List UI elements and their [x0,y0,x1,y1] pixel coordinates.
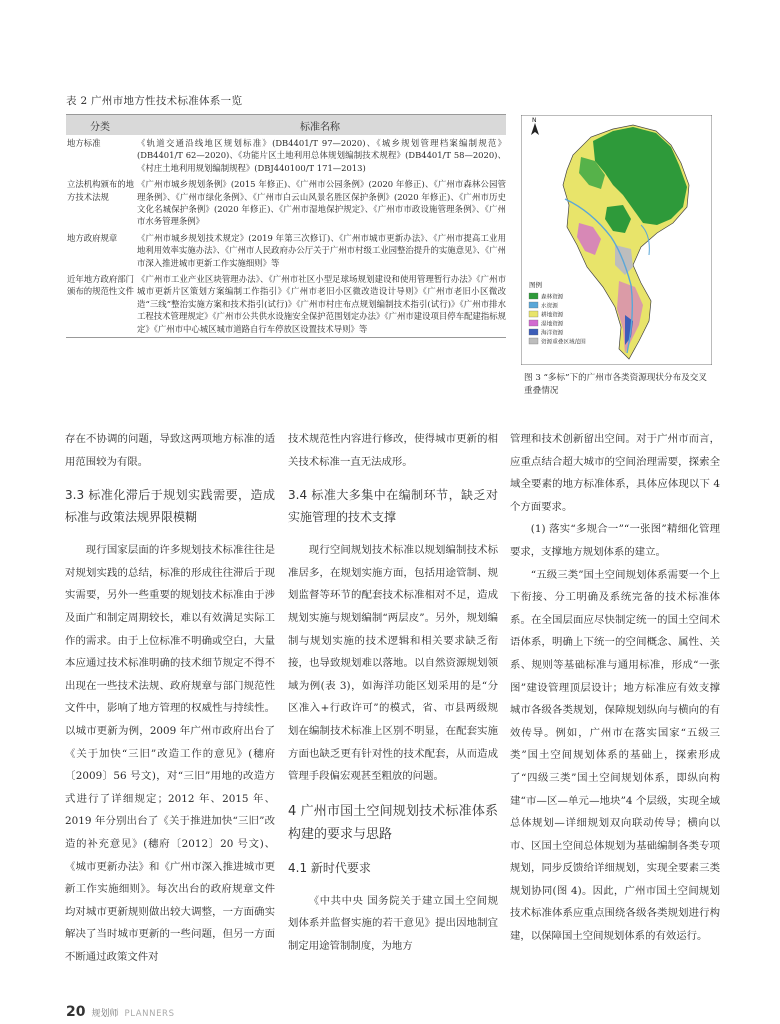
figure-caption: 图 3 “多标”下的广州市各类资源现状分布及交叉重叠情况 [524,373,707,396]
section-heading-3-3: 3.3 标准化滞后于规划实践需要，造成标准与政策法规界限模糊 [65,488,275,525]
journal-name: 规划师 [91,1009,119,1019]
legend-swatch [529,338,538,344]
paragraph: “五级三类”国土空间规划体系需要一个上下衔接、分工明确及系统完备的技术标准体系。在全国层面应尽快制定统一的国土空间术语体系，明确上下统一的空间概念、属性、关系、规则等基础标准与通用标准，形成“一张图”建设管理顶层设计；地方标准应有效支撑城市各级各类规划，保障规划纵向与横向的有效传导。例如，广州市在落实国家“五级三类”国土空间规划体系的基础上，探索形成了“四级三类”国土空间规划体系，即纵向构建“市—区—单元—地块”4 个层级，实现全域总体规划—详细规划双向联动传导；横向以市、区国土空间总体规划为基础编制各类专项规划，同步反馈给详细规划，实现全要素三类规划协同(图 4)。因此，广州市国土空间规划技术标准体系应重点围绕各级各类规划进行构建，以保障国土空间规划体系的有效运行。 [510,568,720,943]
journal-name-en: PLANNERS [124,1009,175,1019]
legend-label: 森林资源 [541,294,564,301]
table-row [66,176,506,230]
header-category: 分类 [90,121,110,133]
row-category: 立法机构颁布的地方技术法规 [67,179,134,202]
header-standard-name: 标准名称 [300,121,340,133]
paragraph: 技术规范性内容进行修改，使得城市更新的相关技术标准一直无法成形。 [288,433,498,468]
row-category: 地方标准 [67,138,101,148]
standards-table [66,114,506,338]
paragraph: 存在不协调的问题，导致这两项地方标准的适用范围较为有限。 [65,433,275,468]
page-footer [66,1004,175,1020]
text-column-2 [288,428,498,958]
row-content: 《广州市工业产业区块管理办法》、《广州市社区小型足球场规划建设和使用管理暂行办法》《广州市城市更新片区策划方案编制工作指引》《广州市老旧小区微改造设计导则》《广州市老旧小区微改造“三线”整治实施方案和技术指引(试行)》《广州市村庄布点规划编制技术指引(试行)》《广州市排水工程技术管理规定》《广州市公共供水设施安全保护范围划定办法》《广州市建设项目停车配建指标规定》《广州市中心城区城市道路自行车停放区设置技术导则》等 [137,274,506,334]
legend-label: 资源重叠区域范围 [541,339,586,346]
row-category: 近年地方政府部门颁布的规范性文件 [67,274,134,297]
table-row [66,230,506,271]
legend-swatch [529,329,538,335]
legend-swatch [529,293,538,299]
legend-swatch [529,320,538,326]
paragraph: 现行国家层面的许多规划技术标准往往是对规划实践的总结，标准的形成往往滞后于现实需要，另外一些重要的规划技术标准由于涉及面广和制定周期较长，难以有效满足实际工作的需求。由于上位标准不明确或空白，大量本应通过技术标准明确的技术细节规定不得不出现在一些技术法规、政府规章与部门规范性文件中，影响了地方管理的权威性与持续性。以城市更新为例，2009 年广州市政府出台了《关于加快“三旧”改造工作的意见》(穗府〔2009〕56 号文)，对“三旧”用地的改造方式进行了详细规定；2012 年、2015 年、2019 年分别出台了《关于推进加快“三旧”改造的补充意见》(穗府〔2012〕20 号文)、《城市更新办法》和《广州市深入推进城市更新工作实施细则》。每次出台的政府规章文件均对城市更新规则做出较大调整，一方面确实解决了当时城市更新的一些问题，但另一方面不断通过政策文件对 [65,544,275,963]
legend-label: 湿地资源 [541,321,564,328]
legend-swatch [529,302,538,308]
section-heading-3-4: 3.4 标准大多集中在编制环节，缺乏对实施管理的技术支撑 [288,488,498,525]
section-heading-4: 4 广州市国土空间规划技术标准体系构建的要求与思路 [288,803,498,842]
legend-label: 耕地资源 [541,312,564,319]
paragraph: 管理和技术创新留出空间。对于广州市而言，应重点结合超大城市的空间治理需要，探索全域全要素的地方标准体系，具体应体现以下 4 个方面要求。 [510,433,720,513]
legend-swatch [529,311,538,317]
row-content: 《轨道交通沿线地区规划标准》(DB4401/T 97—2020)、《城乡规划管理档案编制规范》(DB4401/T 62—2020)、《功能片区土地利用总体规划编制技术规程》(DB4401/T 58—2020)、《村庄土地利用规划编制规程》(DBJ440100/T 171—2013) [137,138,506,173]
section-heading-4-1: 4.1 新时代要求 [288,860,371,875]
table-caption: 表 2 广州市地方性技术标准体系一览 [66,95,243,107]
row-content: 《广州市城乡规划技术规定》(2019 年第三次修订)、《广州市城市更新办法》、《广州市提高工业用地利用效率实施办法》、《广州市人民政府办公厅关于广州市村级工业园整治提升的实施意见》、《广州市深入推进城市更新工作实施细则》等 [137,232,506,268]
row-content: 《广州市城乡规划条例》(2015 年修正)、《广州市公园条例》(2020 年修正)、《广州市森林公园管理条例》、《广州市绿化条例》、《广州市白云山风景名胜区保护条例》(2020 年修正)、《广州市历史文化名城保护条例》(2020 年修正)、《广州市湿地保护规定》、《广州市市政设施管理条例》、《广州市水务管理条例》 [137,179,506,227]
row-category: 地方政府规章 [67,232,118,243]
legend-title: 图例 [529,281,542,289]
paragraph: (1) 落实“多规合一”“一张图”精细化管理要求，支撑地方规划体系的建立。 [510,523,720,558]
resource-distribution-map [521,115,712,365]
legend-label: 水资源 [541,303,558,310]
page-number: 20 [66,1004,86,1020]
table-header [66,114,506,135]
legend-label: 海洋资源 [541,330,564,337]
text-column-1 [65,428,275,968]
paragraph: 《中共中央 国务院关于建立国土空间规划体系并监督实施的若干意见》提出因地制宜制定用途管制制度，为地方 [288,894,498,952]
table-row [66,135,506,176]
svg-text:N: N [532,117,537,124]
table-row [66,271,506,338]
text-column-3 [510,428,720,948]
paragraph: 现行空间规划技术标准以规划编制技术标准居多，在规划实施方面，包括用途管制、规划监督等环节的配套技术标准相对不足，造成规划实施与规划编制“两层皮”。另外，规划编制与规划实施的技术逻辑和相关要求缺乏衔接，也导致规划难以落地。以自然资源规划领域为例(表 3)，如海洋功能区划采用的是“分区准入+行政许可”的模式，省、市县两级规划在编制技术标准上区别不明显，在配套实施方面也缺乏更有针对性的技术配套，从而造成管理手段偏宏观甚至粗放的问题。 [288,544,498,783]
